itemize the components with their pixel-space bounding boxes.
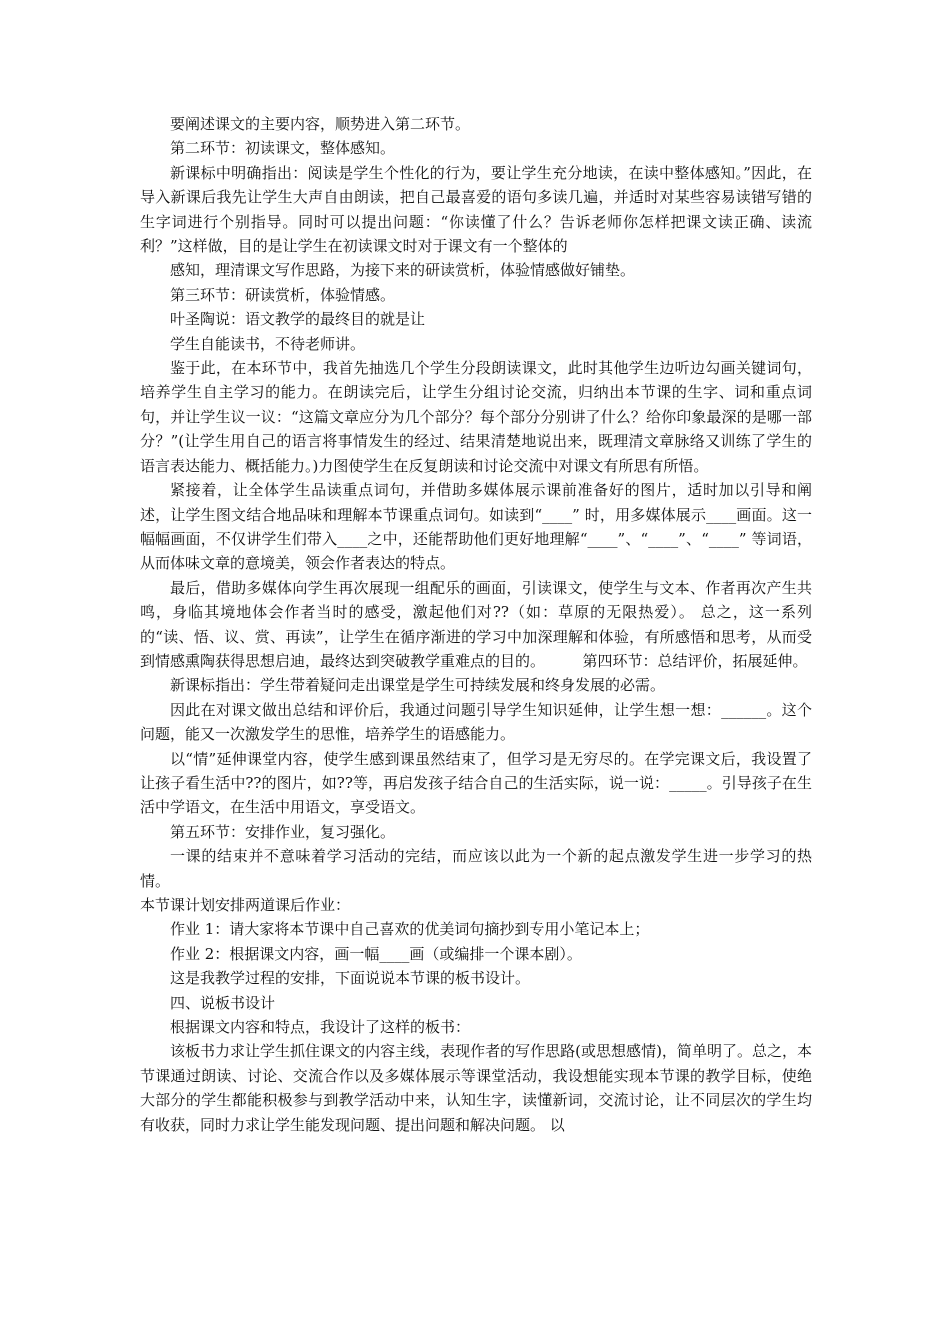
paragraph-11: 新课标指出：学生带着疑问走出课堂是学生可持续发展和终身发展的必需。 <box>170 676 666 695</box>
paragraph-12: 因此在对课文做出总结和评价后，我通过问题引导学生知识延伸，让学生想一想：______。这个问题，能又一次激发学生的思惟，培养学生的语感能力。 <box>140 700 812 744</box>
paragraph-6: 叶圣陶说：语文教学的最终目的就是让 <box>170 310 426 329</box>
paragraph-2: 第二环节：初读课文，整体感知。 <box>170 139 396 158</box>
paragraph-5: 第三环节：研读赏析，体验情感。 <box>170 285 396 304</box>
paragraph-7: 学生自能读书，不待老师讲。 <box>170 334 366 353</box>
paragraph-13: 以“情”延伸课堂内容，使学生感到课虽然结束了，但学习是无穷尽的。在学完课文后，我设置了让孩子看生活中??的图片，如??等，再启发孩子结合自己的生活实际，说一说：_____。引导孩子在生活中学语文，在生活中用语文，享受语文。 <box>140 749 812 817</box>
paragraph-10: 最后，借助多媒体向学生再次展现一组配乐的画面，引读课文，使学生与文本、作者再次产生共鸣，身临其境地体会作者当时的感受，激起他们对??（如：草原的无限热爱）。 总之，这一系列的“读、悟、议、赏、再读”，让学生在循序渐进的学习中加深理解和体验，有所感悟和思考，从而受到情感熏陶获得思想启迪，最终达到突破教学重难点的目的。 第四环节：总结评价，拓展延伸。 <box>140 578 812 670</box>
paragraph-9: 紧接着，让全体学生品读重点词句，并借助多媒体展示课前准备好的图片，适时加以引导和阐述，让学生图文结合地品味和理解本节课重点词句。如读到“____” 时，用多媒体展示____画面。这一幅幅画面，不仅讲学生们带入____之中，还能帮助他们更好地理解“____”、“____”、“____” 等词语，从而体味文章的意境美，领会作者表达的特点。 <box>140 481 812 573</box>
document-body <box>140 112 812 1137</box>
paragraph-8: 鉴于此，在本环节中，我首先抽选几个学生分段朗读课文，此时其他学生边听边勾画关键词句，培养学生自主学习的能力。在朗读完后，让学生分组讨论交流，归纳出本节课的生字、词和重点词句，并让学生议一议：“这篇文章应分为几个部分？每个部分分别讲了什么？给你印象最深的是哪一部分？”(让学生用自己的语言将事情发生的经过、结果清楚地说出来，既理清文章脉络又训练了学生的语言表达能力、概括能力。)力图使学生在反复朗读和讨论交流中对课文有所思有所悟。 <box>140 359 812 475</box>
paragraph-3: 新课标中明确指出：阅读是学生个性化的行为，要让学生充分地读，在读中整体感知。”因此，在导入新课后我先让学生大声自由朗读，把自己最喜爱的语句多读几遍，并适时对某些容易读错写错的生字词进行个别指导。同时可以提出问题：“你读懂了什么？告诉老师你怎样把课文读正确、读流利？”这样做，目的是让学生在初读课文时对于课文有一个整体的 <box>140 163 812 256</box>
paragraph-16: 本节课计划安排两道课后作业： <box>140 896 351 914</box>
paragraph-19: 这是我教学过程的安排，下面说说本节课的板书设计。 <box>170 969 531 988</box>
paragraph-4: 感知，理清课文写作思路，为接下来的研读赏析，体验情感做好铺垫。 <box>170 261 636 280</box>
paragraph-17: 作业 1：请大家将本节课中自己喜欢的优美词句摘抄到专用小笔记本上； <box>170 920 650 939</box>
paragraph-14: 第五环节：安排作业，复习强化。 <box>170 822 396 841</box>
paragraph-1: 要阐述课文的主要内容，顺势进入第二环节。 <box>170 115 471 133</box>
paragraph-20: 四、说板书设计 <box>170 993 276 1012</box>
paragraph-22: 该板书力求让学生抓住课文的内容主线，表现作者的写作思路(或思想感情)，简单明了。总之，本节课通过朗读、讨论、交流合作以及多媒体展示等课堂活动，我设想能实现本节课的教学目标，使绝大部分的学生都能积极参与到教学活动中来，认知生字，读懂新词，交流讨论，让不同层次的学生均有收获，同时力求让学生能发现问题、提出问题和解决问题。 以 <box>140 1042 812 1134</box>
paragraph-15: 一课的结束并不意味着学习活动的完结，而应该以此为一个新的起点激发学生进一步学习的热情。 <box>140 847 812 890</box>
paragraph-21: 根据课文内容和特点，我设计了这样的板书： <box>170 1018 471 1037</box>
paragraph-18: 作业 2：根据课文内容，画一幅____画（或编排一个课本剧）。 <box>170 944 582 963</box>
